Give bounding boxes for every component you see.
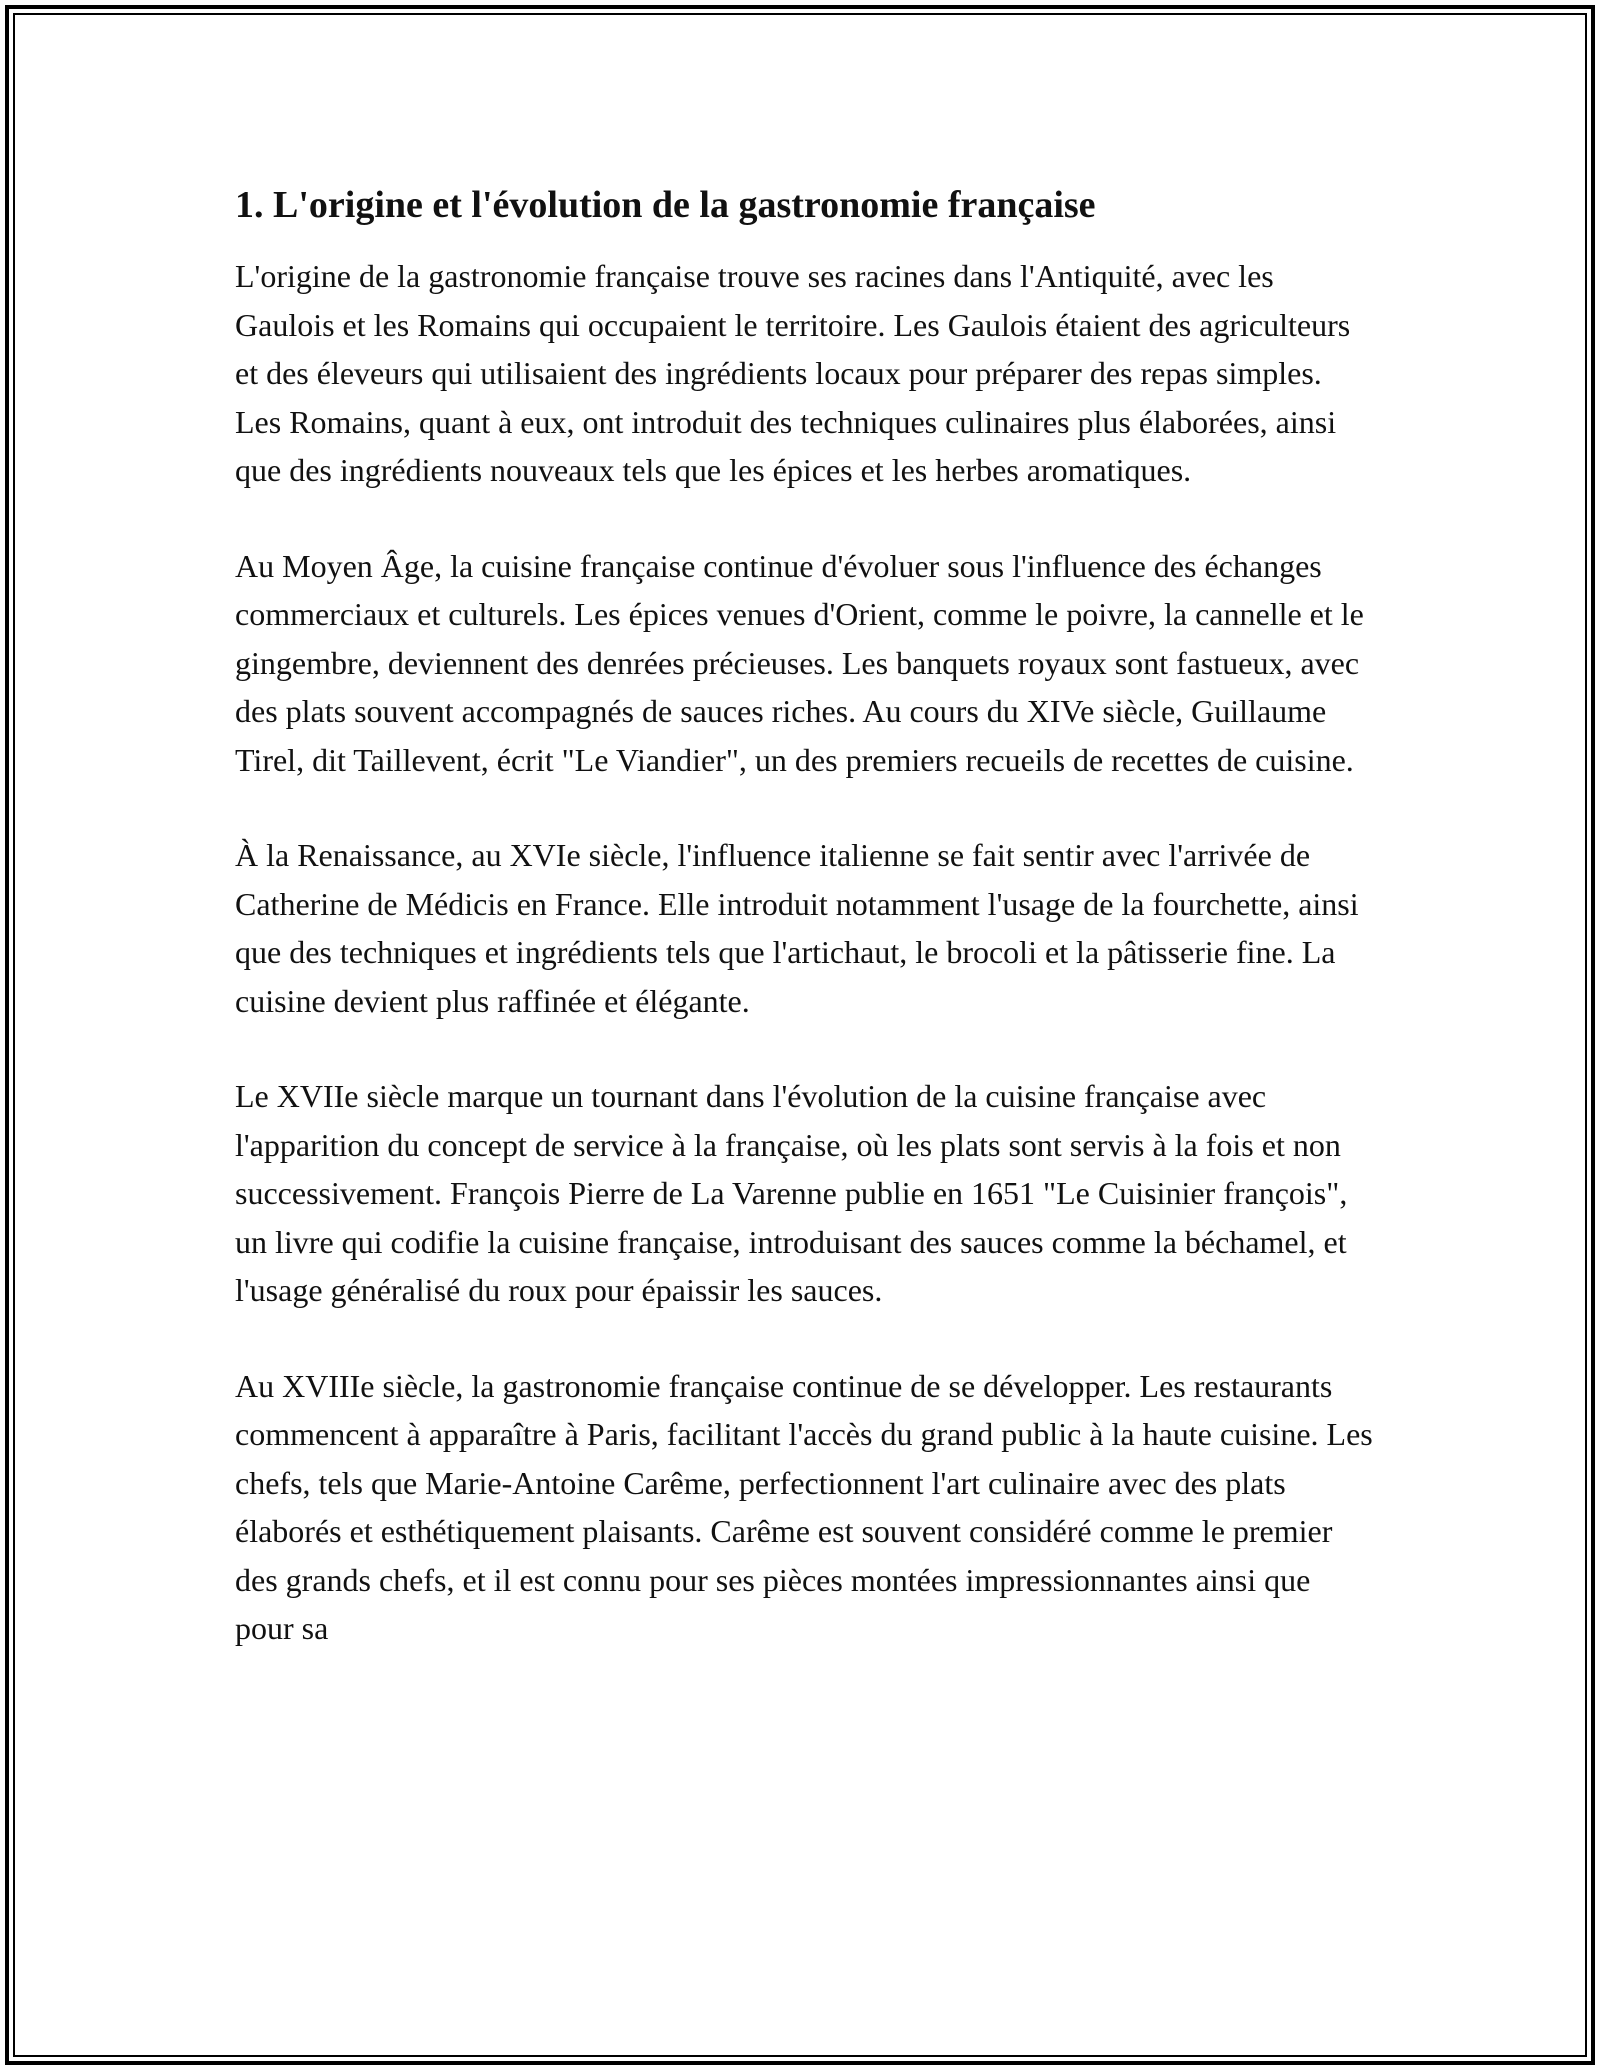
paragraph-18th-century: Au XVIIIe siècle, la gastronomie française continue de se développer. Les restaurants commencent à apparaître à Paris, facilitant l'accès du grand public à la haute cuisine. Les chefs, tels que Marie-Antoine Carême, perfectionnent l'art culinaire avec des plats élaborés et esthétiquement plaisants. Carême est souvent considéré comme le premier des grands chefs, et il est connu pour ses pièces montées impressionnantes ainsi que pour sa (235, 1367, 1373, 1646)
section-title: 1. L'origine et l'évolution de la gastronomie française (235, 184, 1096, 226)
paragraph-17th-century: Le XVIIe siècle marque un tournant dans l'évolution de la cuisine française avec l'apparition du concept de service à la française, où les plats sont servis à la fois et non successivement. François Pierre de La Varenne publie en 1651 "Le Cuisinier françois", un livre qui codifie la cuisine française, introduisant des sauces comme la béchamel, et l'usage généralisé du roux pour épaissir les sauces. (235, 1078, 1348, 1308)
paragraph-renaissance: À la Renaissance, au XVIe siècle, l'influence italienne se fait sentir avec l'arrivée de Catherine de Médicis en France. Elle introduit notamment l'usage de la fourchette, ainsi que des techniques et ingrédients tels que l'artichaut, le brocoli et la pâtisserie fine. La cuisine devient plus raffinée et élégante. (235, 837, 1359, 1019)
document-body (235, 182, 1375, 1700)
paragraph-middle-ages: Au Moyen Âge, la cuisine française continue d'évoluer sous l'influence des échanges commerciaux et culturels. Les épices venues d'Orient, comme le poivre, la cannelle et le gingembre, deviennent des denrées précieuses. Les banquets royaux sont fastueux, avec des plats souvent accompagnés de sauces riches. Au cours du XIVe siècle, Guillaume Tirel, dit Taillevent, écrit "Le Viandier", un des premiers recueils de recettes de cuisine. (235, 547, 1364, 778)
paragraph-antiquity: L'origine de la gastronomie française trouve ses racines dans l'Antiquité, avec les Gaulois et les Romains qui occupaient le territoire. Les Gaulois étaient des agriculteurs et des éleveurs qui utilisaient des ingrédients locaux pour préparer des repas simples. Les Romains, quant à eux, ont introduit des techniques culinaires plus élaborées, ainsi que des ingrédients nouveaux tels que les épices et les herbes aromatiques. (235, 258, 1351, 488)
